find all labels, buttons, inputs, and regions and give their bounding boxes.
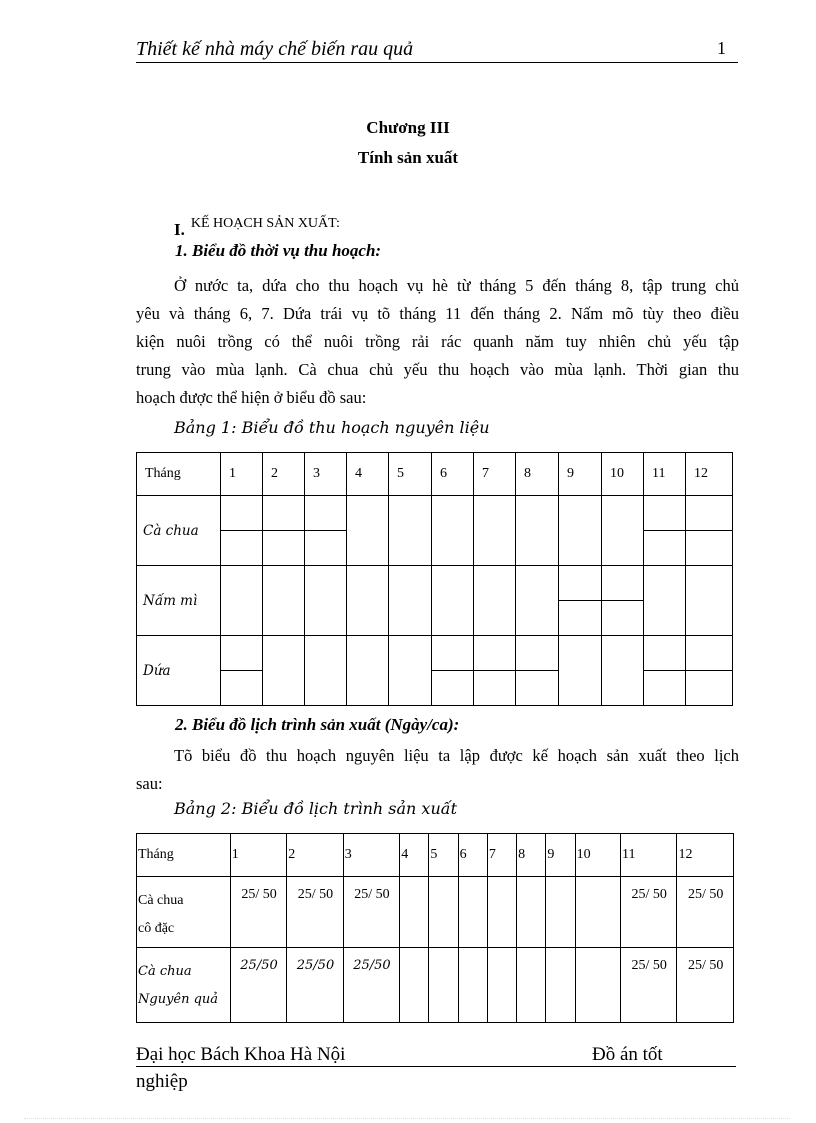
value-cell: 25/ 50 — [620, 948, 676, 1023]
row-label-line2: cô đặc — [138, 921, 175, 936]
month-cell: 4 — [400, 834, 429, 877]
value-cell — [458, 877, 487, 948]
month-cell: 5 — [389, 453, 432, 496]
value-cell: 25/ 50 — [287, 877, 343, 948]
table-header-row — [137, 834, 734, 877]
footer-line — [136, 1044, 736, 1067]
month-cell: 10 — [602, 453, 644, 496]
month-cell: 9 — [559, 453, 602, 496]
value-cell — [575, 877, 620, 948]
para1-line: yêu và tháng 6, 7. Dứa trái vụ tõ tháng 11 đến tháng 2. Nấm mõ tùy theo điều — [136, 304, 739, 323]
subheading-2: 2. Biểu đồ lịch trình sản xuất (Ngày/ca): — [175, 715, 460, 734]
month-cell: 1 — [230, 834, 286, 877]
value-cell: 25/50 — [230, 948, 286, 1023]
page-footer — [136, 1044, 736, 1093]
production-schedule-table — [136, 833, 734, 1023]
harvest-table — [136, 452, 733, 706]
month-cell: 11 — [620, 834, 676, 877]
value-cell: 25/ 50 — [230, 877, 286, 948]
page-number: 1 — [717, 38, 726, 58]
month-cell: 12 — [677, 834, 734, 877]
header-cell: Tháng — [137, 834, 231, 877]
footer-right: Đồ án tốt — [592, 1044, 663, 1065]
value-cell — [400, 948, 429, 1023]
chapter-title: Tính sản xuất — [357, 148, 459, 167]
footer-left: Đại học Bách Khoa Hà Nội — [136, 1044, 346, 1065]
value-cell — [458, 948, 487, 1023]
value-cell — [517, 877, 546, 948]
table1-caption: Bảng 1: Biểu đồ thu hoạch nguyên liệu — [174, 418, 490, 437]
value-cell — [400, 877, 429, 948]
month-cell: 1 — [221, 453, 263, 496]
value-cell: 25/50 — [343, 948, 399, 1023]
value-cell: 25/ 50 — [677, 877, 734, 948]
header-title: Thiết kế nhà máy chế biến rau quả — [136, 38, 414, 60]
paragraph-1 — [136, 272, 739, 412]
value-cell — [546, 948, 575, 1023]
value-cell — [487, 948, 516, 1023]
month-cell: 4 — [347, 453, 389, 496]
subheading-1: 1. Biểu đồ thời vụ thu hoạch: — [175, 241, 382, 260]
para1-line: hoạch được thể hiện ở biểu đồ sau: — [136, 388, 367, 407]
value-cell: 25/ 50 — [343, 877, 399, 948]
month-cell: 8 — [516, 453, 559, 496]
month-cell: 6 — [432, 453, 474, 496]
month-cell: 10 — [575, 834, 620, 877]
para2-line: sau: — [136, 774, 163, 793]
row-label: Nấm mì — [137, 566, 221, 636]
header-cell: Tháng — [137, 453, 221, 496]
section-number: I. — [174, 220, 185, 239]
row-label-line1: Cà chua — [138, 964, 192, 979]
section-title: KẾ HOẠCH SẢN XUẤT: — [190, 216, 340, 231]
paragraph-2 — [136, 742, 739, 798]
month-cell: 9 — [546, 834, 575, 877]
value-cell — [546, 877, 575, 948]
para2-line: Tõ biểu đồ thu hoạch nguyên liệu ta lập được kế hoạch sản xuất theo lịch — [174, 746, 739, 765]
table2-caption: Bảng 2: Biểu đồ lịch trình sản xuất — [174, 799, 457, 818]
value-cell — [575, 948, 620, 1023]
month-cell: 6 — [458, 834, 487, 877]
table-row — [137, 877, 734, 948]
footer-line2: nghiệp — [136, 1071, 188, 1092]
value-cell — [517, 948, 546, 1023]
month-cell: 7 — [474, 453, 516, 496]
month-cell: 3 — [343, 834, 399, 877]
month-cell: 11 — [644, 453, 686, 496]
month-cell: 8 — [517, 834, 546, 877]
value-cell — [429, 948, 458, 1023]
row-label — [137, 877, 231, 948]
value-cell: 25/50 — [287, 948, 343, 1023]
value-cell — [429, 877, 458, 948]
table-row — [137, 566, 733, 601]
row-label: Cà chua — [137, 496, 221, 566]
table-row — [137, 671, 733, 706]
para1-line: Ở nước ta, dứa cho thu hoạch vụ hè từ tháng 5 đến tháng 8, tập trung chủ — [174, 276, 739, 295]
page-header — [136, 38, 738, 63]
chapter-number: Chương III — [366, 118, 450, 137]
row-label-line2: Nguyên quả — [138, 992, 219, 1007]
value-cell: 25/ 50 — [620, 877, 676, 948]
table-header-row — [137, 453, 733, 496]
row-label — [137, 948, 231, 1023]
table-row — [137, 948, 734, 1023]
table-row — [137, 636, 733, 671]
month-cell: 7 — [487, 834, 516, 877]
para1-line: trung vào mùa lạnh. Cà chua chủ yếu thu hoạch vào mùa lạnh. Thời gian thu — [136, 360, 739, 379]
month-cell: 2 — [287, 834, 343, 877]
month-cell: 12 — [686, 453, 733, 496]
row-label-line1: Cà chua — [138, 893, 184, 908]
month-cell: 5 — [429, 834, 458, 877]
table-row — [137, 496, 733, 531]
month-cell: 3 — [305, 453, 347, 496]
value-cell: 25/ 50 — [677, 948, 734, 1023]
month-cell: 2 — [263, 453, 305, 496]
para1-line: kiện nuôi trồng có thể nuôi trồng rải rác quanh năm tuy nhiên chủ yếu tập — [136, 332, 739, 351]
value-cell — [487, 877, 516, 948]
section-heading — [174, 212, 340, 239]
page-bottom-divider — [24, 1118, 790, 1119]
row-label: Dứa — [137, 636, 221, 706]
